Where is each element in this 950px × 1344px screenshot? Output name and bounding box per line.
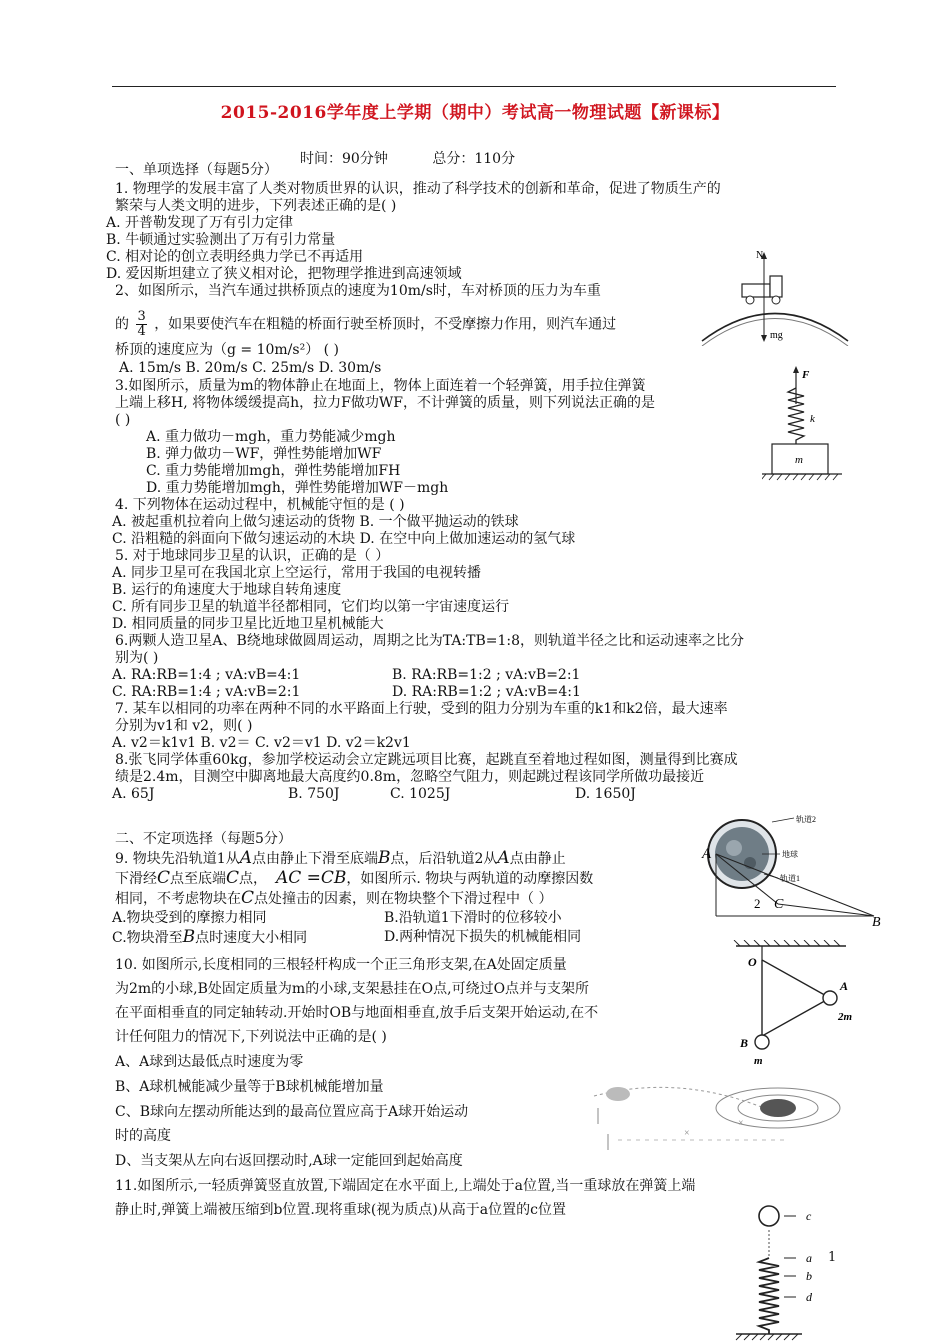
q3-option-c: C. 重力势能增加mgh，弹性势能增加FH (146, 463, 401, 479)
q6-option-c: C. RA:RB=1:4 ; vA:vB=2:1 (112, 684, 301, 700)
q9-option-d: D.两种情况下损失的机械能相同 (384, 929, 582, 945)
q9-equation: AC =CB (275, 868, 347, 888)
q9-var-c: C (157, 868, 171, 888)
q9-option-c (112, 929, 307, 947)
rod-OA (762, 960, 830, 998)
label-track2: 轨道2 (796, 815, 816, 824)
q5-option-a: A. 同步卫星可在我国北京上空运行，常用于我国的电视转播 (112, 565, 482, 581)
label-2: 2 (754, 896, 761, 911)
q5-option-c: C. 所有同步卫星的轨道半径都相同，它们均以第一宇宙速度运行 (112, 599, 510, 615)
q9-t9: 相同，不考虑物块在 (115, 891, 241, 907)
q9-c-var-b: B (182, 927, 196, 947)
label-B: B (872, 915, 881, 928)
track-figure (700, 808, 890, 928)
q9-option-a: A.物块受到的摩擦力相同 (112, 910, 267, 926)
label-mg: mg (770, 330, 783, 341)
q6-option-a: A. RA:RB=1:4 ; vA:vB=4:1 (112, 667, 301, 683)
q8-option-b: B. 750J (288, 786, 340, 802)
jump-orbit-figure (588, 1078, 850, 1160)
q10-option-c2: 时的高度 (115, 1128, 171, 1144)
q9-line1 (115, 850, 566, 868)
q9-var-c2: C (226, 868, 240, 888)
q1-line2: 繁荣与人类文明的进步，下列表述正确的是( ) (115, 198, 397, 214)
exam-score: 总分：110分 (432, 151, 516, 167)
q2-fraction (136, 310, 146, 339)
q6-option-d: D. RA:RB=1:2 ; vA:vB=4:1 (392, 684, 581, 700)
q3-line3: ( ) (115, 412, 131, 428)
q11-line1: 11.如图所示,一轻质弹簧竖直放置,下端固定在水平面上,上端处于a位置,当一重球放在弹簧上端 (115, 1178, 696, 1194)
q7-line1: 7. 某车以相同的功率在两种不同的水平路面上行驶，受到的阻力分别为车重的k1和k2倍，最大速率 (115, 701, 728, 717)
label-b: b (806, 1269, 812, 1283)
q4-options-cd: C. 沿粗糙的斜面向下做匀速运动的木块 D. 在空中向上做加速运动的氢气球 (112, 531, 576, 547)
q9-var-b: B (378, 848, 391, 868)
q4-options-ab: A. 被起重机拉着向上做匀速运动的货物 B. 一个做平抛运动的铁球 (112, 514, 519, 530)
pull-force-head (793, 366, 799, 373)
label-m2: m (754, 1055, 763, 1067)
figure-mark-1: × (684, 1128, 690, 1139)
spring-block-figure (762, 364, 862, 484)
exam-meta (300, 148, 515, 168)
rod-AB (762, 998, 830, 1036)
q9-line3 (115, 890, 552, 908)
q9-line2 (115, 870, 593, 888)
label-A2: A (840, 979, 849, 993)
car-cab (770, 276, 782, 297)
figure-mark-2: × (738, 1118, 744, 1129)
q2-line3: 桥顶的速度应为（g = 10m/s²） ( ) (115, 342, 340, 358)
label-A: A (702, 846, 712, 862)
q10-line2: 为2m的小球,B处固定质量为m的小球,支架悬挂在O点,可绕过O点并与支架所 (115, 981, 590, 997)
q1-option-a: A. 开普勒发现了万有引力定律 (106, 215, 294, 231)
section2-heading: 二、不定项选择（每题5分） (115, 831, 292, 847)
label-k: k (810, 413, 815, 425)
q9-var-a: A (239, 848, 252, 868)
q8-line2: 绩是2.4m，目测空中脚离地最大高度约0.8m，忽略空气阻力，则起跳过程该同学所做功最接近 (115, 769, 705, 785)
car-body (742, 284, 770, 297)
q10-option-a: A、A球到达最低点时速度为零 (115, 1054, 304, 1070)
q2-line2 (115, 310, 616, 339)
earth-disk (715, 827, 769, 881)
q9-var-c3: C (241, 888, 255, 908)
q9-t10: 点处撞击的因素，则在物块整个下滑过程中（ ） (254, 891, 553, 907)
q10-option-c1: C、B球向左摆动所能达到的最高位置应高于A球开始运动 (115, 1104, 469, 1120)
label-B2: B (740, 1036, 749, 1050)
q6-line2: 别为( ) (115, 650, 159, 666)
q9-t3: 点，后沿轨道2从 (390, 851, 498, 867)
q10-option-d: D、当支架从左向右返回摆动时,A球一定能回到起始高度 (115, 1153, 463, 1169)
orbit-center (760, 1099, 796, 1117)
label-2m: 2m (838, 1011, 853, 1023)
q2-line1: 2、如图所示，当汽车通过拱桥顶点的速度为10m/s时，车对桥顶的压力为车重 (115, 283, 601, 299)
q9-t1: 9. 物块先沿轨道1从 (115, 851, 240, 867)
q8-line1: 8.张飞同学体重60kg，参加学校运动会立定跳远项目比赛，起跳直至着地过程如图，测量得到比赛成 (115, 752, 738, 768)
q5-option-b: B. 运行的角速度大于地球自转角速度 (112, 582, 342, 598)
q2-text-rest: ，如果要使汽车在粗糙的桥面行驶至桥顶时，不受摩擦力作用，则汽车通过 (154, 316, 617, 333)
q9-t5: 下滑经 (115, 871, 157, 887)
q9-t7: 点， (239, 871, 268, 887)
q9-c-t2: 点时速度大小相同 (195, 930, 308, 946)
label-earth: 地球 (782, 850, 798, 859)
ceiling-hatch (734, 940, 840, 946)
label-d: d (806, 1290, 812, 1304)
q9-t2: 点由静止下滑至底端 (252, 851, 378, 867)
q1-line1: 1. 物理学的发展丰富了人类对物质世界的认识，推动了科学技术的创新和革命，促进了物质生产的 (115, 181, 721, 197)
q1-option-b: B. 牛顿通过实验测出了万有引力常量 (106, 232, 336, 248)
ball (759, 1206, 779, 1226)
q10-line3: 在平面相垂直的同定轴转动.开始时OB与地面相垂直,放手后支架开始运动,在不 (115, 1005, 599, 1021)
q9-var-a2: A (497, 848, 510, 868)
label-N: N (756, 250, 764, 261)
ball-A (823, 991, 837, 1005)
q1-option-d: D. 爱因斯坦建立了狭义相对论，把物理学推进到高速领域 (106, 266, 462, 282)
q10-option-b: B、A球机械能减少量等于B球机械能增加量 (115, 1079, 384, 1095)
label-m: m (795, 454, 803, 466)
q5-option-d: D. 相同质量的同步卫星比近地卫星机械能大 (112, 616, 384, 632)
q8-option-a: A. 65J (112, 786, 155, 802)
header-rule (112, 86, 836, 87)
label-a: a (806, 1251, 812, 1265)
q5-line1: 5. 对于地球同步卫星的认识，正确的是（ ） (115, 548, 390, 564)
ball-B (755, 1035, 769, 1049)
label-O: O (748, 955, 757, 969)
q8-option-c: C. 1025J (390, 786, 451, 802)
q9-option-b: B.沿轨道1下滑时的位移较小 (384, 910, 562, 926)
q3-option-d: D. 重力势能增加mgh，弹性势能增加WF－mgh (146, 480, 449, 496)
ground-hatch (762, 474, 838, 480)
q3-option-a: A. 重力做功－mgh，重力势能减少mgh (146, 429, 396, 445)
q9-t6: 点至底端 (170, 871, 227, 887)
q7-line2: 分别为v1和 v2，则( ) (115, 718, 253, 734)
q10-line1: 10. 如图所示,长度相同的三根轻杆构成一个正三角形支架,在A处固定质量 (115, 957, 567, 973)
label-C: C (774, 897, 784, 912)
car-wheel-rear (746, 296, 754, 304)
section1-heading: 一、单项选择（每题5分） (115, 162, 278, 178)
q2-text-de: 的 (115, 316, 129, 333)
q3-line1: 3.如图所示，质量为m的物体静止在地面上，物体上面连着一个轻弹簧，用手拉住弹簧 (115, 378, 646, 394)
weight-head (761, 335, 767, 342)
q9-t8: ，如图所示. 物块与两轨道的动摩擦因数 (346, 871, 594, 887)
car-wheel-front (772, 296, 780, 304)
q11-line2: 静止时,弹簧上端被压缩到b位置.现将重球(视为质点)从高于a位置的c位置 (115, 1202, 566, 1218)
q1-option-c: C. 相对论的创立表明经典力学已不再适用 (106, 249, 364, 265)
q4-line1: 4. 下列物体在运动过程中，机械能守恒的是 ( ) (115, 497, 405, 513)
spring (759, 1258, 779, 1334)
spring-ball-figure (716, 1196, 856, 1344)
q7-options: A. v2＝k1v1 B. v2＝ C. v2＝v1 D. v2＝k2v1 (112, 735, 411, 751)
q10-line4: 计任何阻力的情况下,下列说法中正确的是( ) (115, 1029, 387, 1045)
paper-title: 2015-2016学年度上学期（期中）考试高一物理试题【新课标】 (220, 103, 730, 123)
page-number: 1 (828, 1250, 837, 1265)
q9-t4: 点由静止 (509, 851, 566, 867)
q3-option-b: B. 弹力做功－WF，弹性势能增加WF (146, 446, 382, 462)
label-F: F (802, 369, 810, 381)
figure-blob-1 (606, 1087, 630, 1101)
triangle-pendulum-figure (728, 940, 868, 1070)
label-track1: 轨道1 (780, 874, 800, 883)
q8-option-d: D. 1650J (575, 786, 636, 802)
track2-pointer (772, 818, 794, 822)
q3-line2: 上端上移H, 将物体缓缓提高h，拉力F做功WF，不计弹簧的质量，则下列说法正确的是 (115, 395, 655, 411)
q9-c-t1: C.物块滑至 (112, 930, 183, 946)
bridge-figure (700, 246, 850, 346)
earth-patch-1 (726, 840, 742, 856)
q6-option-b: B. RA:RB=1:2 ; vA:vB=2:1 (392, 667, 581, 683)
base-hatch (736, 1334, 798, 1340)
q2-frac-num: 3 (137, 309, 146, 324)
q2-options: A. 15m/s B. 20m/s C. 25m/s D. 30m/s (119, 360, 382, 376)
q6-line1: 6.两颗人造卫星A、B绕地球做圆周运动，周期之比为TA:TB=1:8，则轨道半径之比和运动速率之比分 (115, 633, 745, 649)
exam-time: 时间：90分钟 (300, 151, 388, 167)
q2-frac-den: 4 (137, 324, 146, 339)
label-c: c (806, 1209, 812, 1223)
